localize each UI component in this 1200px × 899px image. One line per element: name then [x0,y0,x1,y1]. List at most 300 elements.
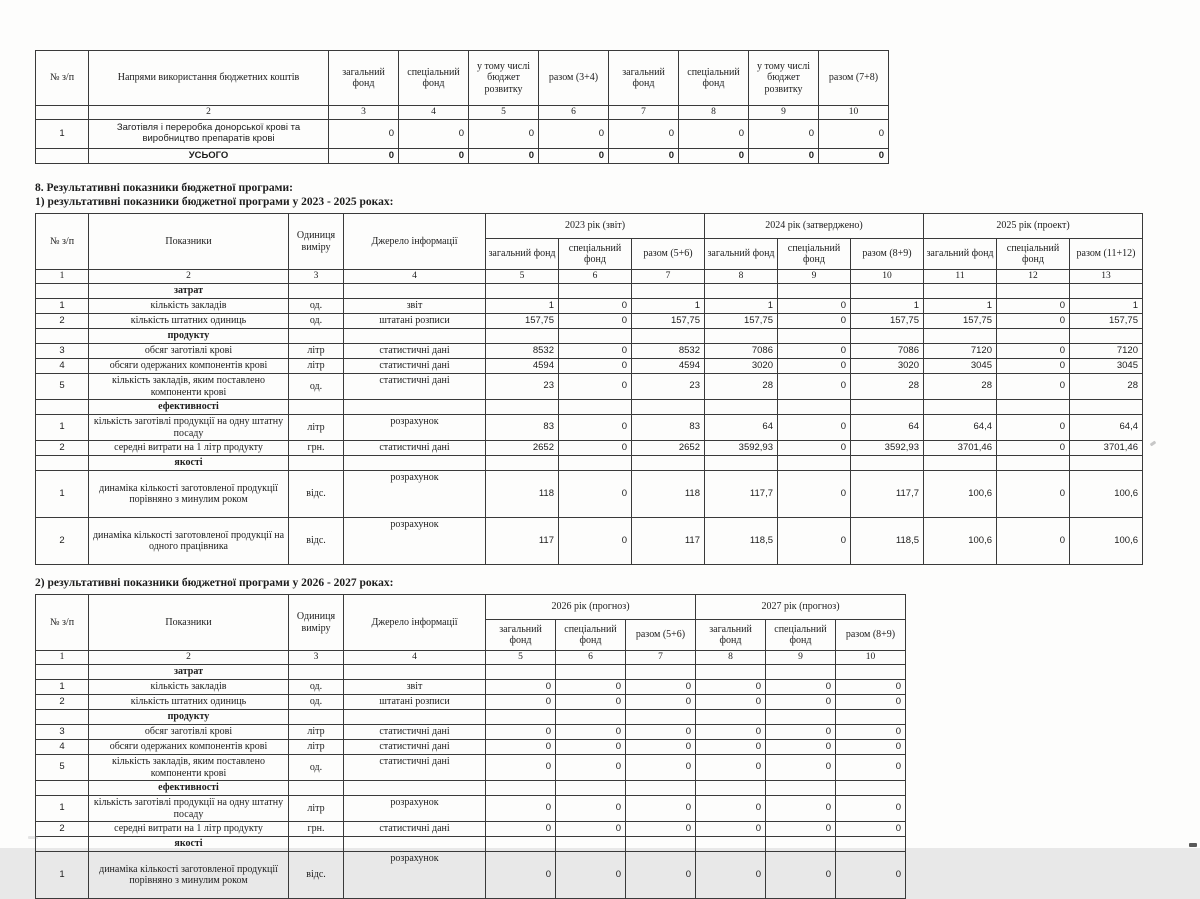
value-cell [997,456,1070,471]
value-cell: 0 [997,471,1070,518]
directions-table-body [36,106,889,164]
value-cell: 0 [836,852,906,899]
indicator-name-cell: обсяг заготівлі крові [89,725,289,740]
col-unit-header: Одиниця виміру [289,214,344,270]
source-cell: звіт [344,680,486,695]
column-number-cell: 2 [89,270,289,284]
value-cell: 0 [696,725,766,740]
source-cell [344,781,486,796]
section-row [36,665,906,680]
section-row [36,329,1143,344]
value-cell: 100,6 [1070,518,1143,565]
unit-cell: од. [289,695,344,710]
value-cell: 0 [778,415,851,441]
value-cell: 117,7 [705,471,778,518]
source-cell: звіт [344,299,486,314]
value-cell: 0 [626,755,696,781]
value-cell: 0 [486,725,556,740]
value-cell: 118,5 [851,518,924,565]
value-cell: 117 [486,518,559,565]
subcol-header: загальний фонд [486,620,556,651]
indicator-name-cell: кількість закладів, яким поставлено компоненти крові [89,374,289,400]
value-cell: 0 [997,441,1070,456]
value-cell: 8532 [486,344,559,359]
value-cell [626,781,696,796]
value-cell [836,781,906,796]
value-cell: 0 [559,374,632,400]
value-cell: 0 [766,725,836,740]
col-header: разом (3+4) [539,51,609,106]
value-cell [924,284,997,299]
unit-cell: од. [289,299,344,314]
value-cell [778,329,851,344]
value-cell [851,456,924,471]
col-source-header: Джерело інформації [344,595,486,651]
unit-cell: літр [289,344,344,359]
source-cell: штатані розписи [344,314,486,329]
indicator-row [36,314,1143,329]
value-cell: 2652 [632,441,705,456]
source-cell [344,456,486,471]
value-cell: 0 [766,822,836,837]
column-number-cell: 5 [486,270,559,284]
value-cell: 157,75 [486,314,559,329]
year-group-2025: 2025 рік (проект) [924,214,1143,239]
value-cell: 1 [486,299,559,314]
section-label-cell: затрат [89,284,289,299]
col-header: разом (7+8) [819,51,889,106]
unit-cell: літр [289,796,344,822]
value-cell [705,284,778,299]
unit-cell [289,456,344,471]
value-cell: 0 [778,374,851,400]
value-cell: 28 [1070,374,1143,400]
section8-title: 8. Результативні показники бюджетної програми: [35,182,293,194]
value-cell: 1 [705,299,778,314]
indicator-row [36,755,906,781]
row-number-cell [36,149,89,164]
value-cell: 0 [626,822,696,837]
value-cell [486,329,559,344]
value-cell: 118 [486,471,559,518]
value-cell: 1 [924,299,997,314]
column-number-cell: 11 [924,270,997,284]
indicators-table-2023-2025 [35,213,1143,565]
value-cell: 0 [696,822,766,837]
indicator-row [36,471,1143,518]
value-cell [851,284,924,299]
col-header: спеціальний фонд [679,51,749,106]
column-number-cell: 6 [559,270,632,284]
value-cell: 0 [486,695,556,710]
row-number-cell: 1 [36,120,89,149]
unit-cell: літр [289,740,344,755]
value-cell [626,665,696,680]
source-cell: статистичні дані [344,441,486,456]
value-cell: 0 [778,441,851,456]
value-cell: 0 [486,755,556,781]
value-cell: 28 [705,374,778,400]
value-cell [559,284,632,299]
indicator-name-cell: кількість закладів, яким поставлено компоненти крові [89,755,289,781]
value-cell: 0 [696,740,766,755]
value-cell: 100,6 [924,471,997,518]
source-cell: статистичні дані [344,344,486,359]
subcol-header: загальний фонд [924,239,997,270]
value-cell [778,456,851,471]
column-number-cell: 7 [626,651,696,665]
value-cell: 0 [626,852,696,899]
value-cell: 3701,46 [924,441,997,456]
value-cell: 0 [836,725,906,740]
column-number-cell: 10 [819,106,889,120]
value-cell: 117,7 [851,471,924,518]
source-cell: статистичні дані [344,740,486,755]
indicator-name-cell: обсяги одержаних компонентів крові [89,740,289,755]
year-group-2026: 2026 рік (прогноз) [486,595,696,620]
indicator-row [36,822,906,837]
value-cell: 0 [836,796,906,822]
section8-sub2: 2) результативні показники бюджетної програми у 2026 - 2027 роках: [35,577,394,589]
value-cell [696,837,766,852]
source-cell [344,329,486,344]
value-cell [626,837,696,852]
value-cell [696,665,766,680]
source-cell: розрахунок [344,518,486,565]
direction-name-cell: Заготівля і переробка донорської крові та виробництво препаратів крові [89,120,329,149]
value-cell: 0 [559,344,632,359]
section-label-cell: якості [89,456,289,471]
column-number-cell: 8 [679,106,749,120]
value-cell [1070,329,1143,344]
value-cell: 0 [836,740,906,755]
column-number-cell: 2 [89,651,289,665]
direction-row [36,120,889,149]
scan-artifact [1189,843,1197,847]
unit-cell: од. [289,314,344,329]
column-number-cell: 6 [539,106,609,120]
value-cell: 0 [696,755,766,781]
column-number-cell: 10 [836,651,906,665]
value-cell: 0 [766,695,836,710]
col-header: загальний фонд [329,51,399,106]
directions-header-row [36,51,889,106]
column-number-cell: 5 [469,106,539,120]
value-cell [705,329,778,344]
value-cell [632,456,705,471]
row-number-cell: 1 [36,796,89,822]
source-cell: розрахунок [344,796,486,822]
value-cell: 0 [696,852,766,899]
value-cell: 100,6 [1070,471,1143,518]
row-number-cell: 3 [36,725,89,740]
column-number-cell: 3 [289,651,344,665]
value-cell [836,837,906,852]
indicator-name-cell: динаміка кількості заготовленої продукції порівняно з минулим роком [89,852,289,899]
budget-directions-table [35,50,889,164]
section8-sub1: 1) результативні показники бюджетної програми у 2023 - 2025 роках: [35,196,394,208]
value-cell: 118 [632,471,705,518]
col-header: у тому числі бюджет розвитку [749,51,819,106]
value-cell [632,400,705,415]
indicators-table2-body [36,651,906,899]
value-cell [836,665,906,680]
row-number-cell: 2 [36,314,89,329]
value-cell: 3701,46 [1070,441,1143,456]
value-cell: 1 [632,299,705,314]
unit-cell [289,400,344,415]
col-header: загальний фонд [609,51,679,106]
value-cell: 0 [766,755,836,781]
value-cell: 3592,93 [851,441,924,456]
value-cell [696,710,766,725]
section-label-cell: якості [89,837,289,852]
column-number-cell: 10 [851,270,924,284]
value-cell: 0 [766,852,836,899]
value-cell: 0 [486,852,556,899]
value-cell: 0 [778,471,851,518]
col-directions-header: Напрями використання бюджетних коштів [89,51,329,106]
page-content [35,50,1143,899]
value-cell [486,781,556,796]
source-cell: статистичні дані [344,822,486,837]
source-cell: статистичні дані [344,359,486,374]
indicator-row [36,518,1143,565]
value-cell [559,329,632,344]
value-cell [924,329,997,344]
value-cell: 3020 [851,359,924,374]
unit-cell: літр [289,725,344,740]
unit-cell: грн. [289,441,344,456]
column-number-cell: 7 [632,270,705,284]
value-cell: 157,75 [705,314,778,329]
section-label-cell: затрат [89,665,289,680]
column-number-cell: 9 [778,270,851,284]
value-cell: 4594 [486,359,559,374]
value-cell: 0 [486,740,556,755]
value-cell: 0 [486,680,556,695]
subcol-header: разом (8+9) [836,620,906,651]
value-cell: 117 [632,518,705,565]
row-number-cell: 1 [36,852,89,899]
value-cell [766,710,836,725]
col-indicators-header: Показники [89,595,289,651]
unit-cell: відс. [289,471,344,518]
value-cell: 118,5 [705,518,778,565]
value-cell: 0 [836,680,906,695]
unit-cell: відс. [289,852,344,899]
value-cell [559,400,632,415]
subcol-header: разом (5+6) [626,620,696,651]
value-cell: 0 [556,796,626,822]
column-number-cell: 1 [36,651,89,665]
value-cell: 0 [997,374,1070,400]
value-cell: 0 [997,518,1070,565]
column-number-row [36,106,889,120]
unit-cell [289,284,344,299]
row-number-cell [36,665,89,680]
source-cell [344,400,486,415]
value-cell [997,400,1070,415]
value-cell: 0 [749,149,819,164]
value-cell: 0 [696,680,766,695]
unit-cell: грн. [289,822,344,837]
value-cell [924,456,997,471]
col-unit-header: Одиниця виміру [289,595,344,651]
scan-artifact [28,836,38,839]
unit-cell [289,710,344,725]
scan-artifact [1150,441,1157,447]
value-cell: 83 [486,415,559,441]
value-cell [486,665,556,680]
column-number-cell: 9 [749,106,819,120]
value-cell: 0 [819,120,889,149]
value-cell: 0 [997,299,1070,314]
subcol-header: спеціальний фонд [556,620,626,651]
column-number-cell: 5 [486,651,556,665]
value-cell [486,284,559,299]
value-cell: 0 [609,149,679,164]
row-number-cell [36,456,89,471]
value-cell: 0 [997,359,1070,374]
section-row [36,456,1143,471]
column-number-cell: 7 [609,106,679,120]
value-cell: 0 [399,120,469,149]
value-cell: 0 [559,359,632,374]
value-cell [778,284,851,299]
value-cell: 23 [632,374,705,400]
value-cell: 0 [836,755,906,781]
value-cell [696,781,766,796]
value-cell [836,710,906,725]
value-cell: 64,4 [924,415,997,441]
total-label-cell: УСЬОГО [89,149,329,164]
subcol-header: спеціальний фонд [766,620,836,651]
value-cell [997,329,1070,344]
unit-cell [289,781,344,796]
row-number-cell: 5 [36,374,89,400]
indicator-name-cell: кількість закладів [89,680,289,695]
column-number-cell: 1 [36,270,89,284]
unit-cell: відс. [289,518,344,565]
total-row [36,149,889,164]
value-cell: 0 [559,415,632,441]
value-cell: 23 [486,374,559,400]
value-cell: 7086 [851,344,924,359]
value-cell: 157,75 [851,314,924,329]
column-number-cell: 9 [766,651,836,665]
value-cell: 3045 [1070,359,1143,374]
value-cell: 0 [778,344,851,359]
value-cell: 0 [486,796,556,822]
source-cell: штатані розписи [344,695,486,710]
value-cell: 0 [556,852,626,899]
value-cell: 0 [749,120,819,149]
value-cell: 0 [679,120,749,149]
row-number-cell: 1 [36,415,89,441]
column-number-row [36,651,906,665]
unit-cell [289,665,344,680]
value-cell [1070,284,1143,299]
source-cell [344,284,486,299]
value-cell: 0 [469,120,539,149]
indicator-name-cell: динаміка кількості заготовленої продукції порівняно з минулим роком [89,471,289,518]
indicators-table-2026-2027 [35,594,906,899]
row-number-cell: 1 [36,680,89,695]
col-indicators-header: Показники [89,214,289,270]
subcol-header: загальний фонд [705,239,778,270]
indicator-row [36,852,906,899]
value-cell: 0 [559,314,632,329]
indicator-name-cell: динаміка кількості заготовленої продукції на одного працівника [89,518,289,565]
indicator-name-cell: кількість штатних одиниць [89,314,289,329]
value-cell: 0 [559,441,632,456]
indicator-row [36,299,1143,314]
indicator-row [36,374,1143,400]
value-cell: 0 [539,120,609,149]
value-cell: 0 [559,518,632,565]
value-cell [559,456,632,471]
value-cell [632,329,705,344]
col-source-header: Джерело інформації [344,214,486,270]
row-number-cell: 4 [36,740,89,755]
value-cell: 0 [556,680,626,695]
row-number-cell: 2 [36,441,89,456]
value-cell [486,400,559,415]
unit-cell: літр [289,359,344,374]
value-cell [766,837,836,852]
source-cell: розрахунок [344,471,486,518]
subcol-header: спеціальний фонд [997,239,1070,270]
value-cell [556,710,626,725]
value-cell: 0 [556,740,626,755]
value-cell: 100,6 [924,518,997,565]
value-cell [632,284,705,299]
row-number-cell [36,837,89,852]
value-cell: 0 [609,120,679,149]
indicator-row [36,725,906,740]
row-number-cell: 2 [36,822,89,837]
source-cell: статистичні дані [344,374,486,400]
indicator-row [36,344,1143,359]
value-cell: 64,4 [1070,415,1143,441]
indicator-name-cell: обсяги одержаних компонентів крові [89,359,289,374]
row-number-cell: 4 [36,359,89,374]
value-cell: 0 [766,680,836,695]
value-cell: 0 [559,471,632,518]
column-number-cell: 8 [696,651,766,665]
col-header: спеціальний фонд [399,51,469,106]
col-num-header: № з/п [36,214,89,270]
indicator-row [36,415,1143,441]
year-group-header-row [36,214,1143,239]
value-cell: 64 [705,415,778,441]
row-number-cell [36,329,89,344]
value-cell: 157,75 [924,314,997,329]
unit-cell: од. [289,374,344,400]
value-cell: 28 [924,374,997,400]
subcol-header: спеціальний фонд [559,239,632,270]
subcol-header: спеціальний фонд [778,239,851,270]
row-number-cell: 2 [36,695,89,710]
year-group-header-row [36,595,906,620]
indicator-name-cell: обсяг заготівлі крові [89,344,289,359]
value-cell: 0 [778,299,851,314]
indicator-name-cell: середні витрати на 1 літр продукту [89,822,289,837]
value-cell: 0 [778,359,851,374]
column-number-cell: 4 [344,651,486,665]
indicator-row [36,680,906,695]
